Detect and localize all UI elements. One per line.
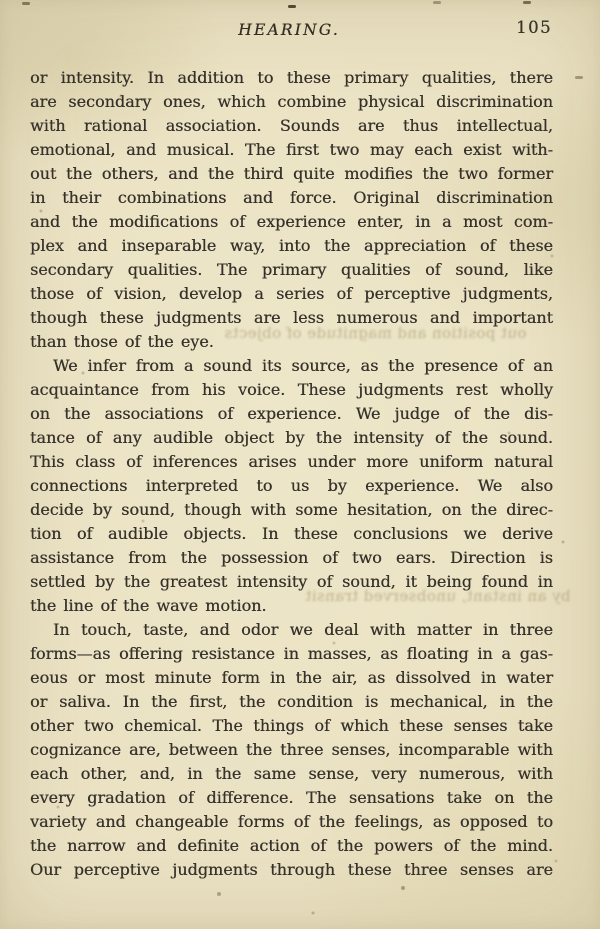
text-line: other two chemical. The things of which these senses take xyxy=(30,716,553,735)
text-line: settled by the greatest intensity of sound, it being found in xyxy=(30,572,553,591)
text-line: are secondary ones, which combine physical discrimination xyxy=(30,92,553,111)
bleedthrough-text: by an instant, unobserved transit xyxy=(305,587,571,605)
text-line: tance of any audible object by the intensity of the sound. xyxy=(30,428,553,447)
text-line: emotional, and musical. The first two may each exist with- xyxy=(30,140,553,159)
text-line: the line of the wave motion. xyxy=(30,596,267,615)
text-line: each other, and, in the same sense, very numerous, with xyxy=(30,764,553,783)
text-line: tion of audible objects. In these conclusions we derive xyxy=(30,524,553,543)
text-line: plex and inseparable way, into the appreciation of these xyxy=(30,236,553,255)
text-line: or saliva. In the first, the condition is mechanical, in the xyxy=(30,692,553,711)
text-line: This class of inferences arises under more uniform natural xyxy=(30,452,553,471)
paragraph xyxy=(30,66,553,354)
text-line: Our perceptive judgments through these three senses are xyxy=(30,860,553,879)
text-line: every gradation of difference. The sensations take on the xyxy=(30,788,553,807)
paragraph xyxy=(30,618,553,882)
text-line: variety and changeable forms of the feelings, as opposed to xyxy=(30,812,553,831)
text-block xyxy=(30,66,553,882)
paragraph xyxy=(30,354,553,618)
text-line: and the modifications of experience enter, in a most com- xyxy=(30,212,553,231)
text-line: eous or most minute form in the air, as dissolved in water xyxy=(30,668,553,687)
text-line: than those of the eye. xyxy=(30,332,214,351)
bleedthrough-text: out position and magnitude of objects xyxy=(224,324,527,342)
text-line: connections interpreted to us by experience. We also xyxy=(30,476,553,495)
page-number: 105 xyxy=(516,18,552,37)
text-line: assistance from the possession of two ears. Direction is xyxy=(30,548,553,567)
text-line: in their combinations and force. Original discrimination xyxy=(30,188,553,207)
text-line: out the others, and the third quite modifies the two former xyxy=(30,164,553,183)
running-head: HEARING. xyxy=(238,21,340,39)
text-line: with rational association. Sounds are thus intellectual, xyxy=(30,116,553,135)
text-line: those of vision, develop a series of perceptive judgments, xyxy=(30,284,553,303)
text-line: though these judgments are less numerous and important xyxy=(30,308,553,327)
text-line: the narrow and definite action of the powers of the mind. xyxy=(30,836,553,855)
text-line: We infer from a sound its source, as the presence of an xyxy=(53,356,553,375)
text-line: In touch, taste, and odor we deal with matter in three xyxy=(53,620,553,639)
text-line: forms—as offering resistance in masses, as floating in a gas- xyxy=(30,644,553,663)
text-line: secondary qualities. The primary qualities of sound, like xyxy=(30,260,553,279)
text-line: acquaintance from his voice. These judgments rest wholly xyxy=(30,380,553,399)
text-line: on the associations of experience. We judge of the dis- xyxy=(30,404,553,423)
text-line: or intensity. In addition to these primary qualities, there xyxy=(30,68,553,87)
text-line: decide by sound, though with some hesitation, on the direc- xyxy=(30,500,553,519)
text-line: cognizance are, between the three senses, incomparable with xyxy=(30,740,553,759)
